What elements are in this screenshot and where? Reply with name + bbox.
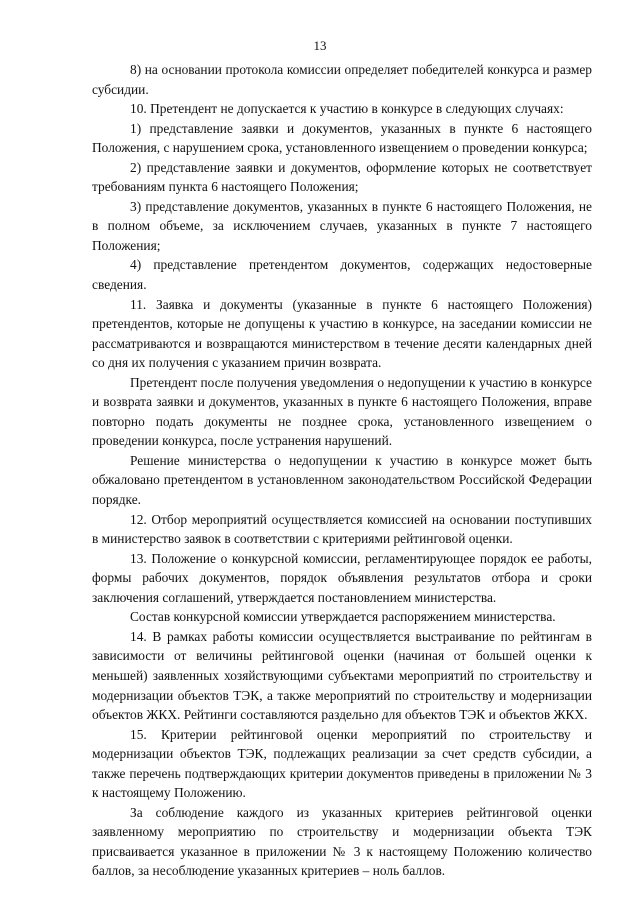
paragraph-item-8: 8) на основании протокола комиссии определяет победителей конкурса и размер субсидии.: [92, 62, 592, 97]
paragraph-appeal: Решение министерства о недопущении к участию в конкурсе может быть обжаловано претендентом в установленном законодательством Российской Федерации порядке.: [92, 452, 592, 508]
paragraph-case-3: 3) представление документов, указанных в пункте 6 настоящего Положения, не в полном объеме, за исключением случаев, указанных в пункте 7 настоящего Положения;: [92, 198, 592, 253]
paragraph-scoring: За соблюдение каждого из указанных критериев рейтинговой оценки заявленному мероприятию по строительству и модернизации объекта ТЭК присваивается указанное в приложении № 3 к настоящему Положению количество баллов, за несоблюдение указанных критериев – ноль баллов.: [92, 804, 592, 879]
page-number: 13: [313, 38, 327, 53]
document-body: [92, 60, 592, 881]
paragraph-commission-composition: Состав конкурсной комиссии утверждается распоряжением министерства.: [130, 609, 556, 625]
paragraph-case-1: 1) представление заявки и документов, указанных в пункте 6 настоящего Положения, с нарушением срока, установленного извещением о проведении конкурса;: [92, 120, 592, 156]
paragraph-clause-15: 15. Критерии рейтинговой оценки мероприятий по строительству и модернизации объектов ТЭК, подлежащих реализации за счет средств субсидии, а также перечень подтверждающих критерии документов приведены в приложении № 3 к настоящему Положению.: [92, 726, 592, 801]
paragraph-case-4: 4) представление претендентом документов, содержащих недостоверные сведения.: [92, 257, 592, 293]
paragraph-clause-13: 13. Положение о конкурсной комиссии, регламентирующее порядок ее работы, формы рабочих документов, порядок объявления результатов отбора и сроки заключения соглашений, утверждается постановлением министерства.: [92, 550, 592, 605]
paragraph-clause-11: 11. Заявка и документы (указанные в пункте 6 настоящего Положения) претендентов, которые не допущены к участию в конкурсе, на заседании комиссии не рассматриваются и возвращаются министерством в течение десяти календарных дней со дня их получения с указанием причин возврата.: [92, 296, 592, 371]
paragraph-resubmission: Претендент после получения уведомления о недопущении к участию в конкурсе и возврата заявки и документов, указанных в пункте 6 настоящего Положения, вправе повторно подать документы не позднее срока, установленного извещением о проведении конкурса, после устранения нарушений.: [92, 374, 592, 449]
paragraph-clause-10: 10. Претендент не допускается к участию в конкурсе в следующих случаях:: [130, 101, 564, 117]
paragraph-clause-12: 12. Отбор мероприятий осуществляется комиссией на основании поступивших в министерство заявок в соответствии с критериями рейтинговой оценки.: [92, 511, 592, 547]
paragraph-case-2: 2) представление заявки и документов, оформление которых не соответствует требованиям пункта 6 настоящего Положения;: [92, 159, 592, 195]
paragraph-clause-14: 14. В рамках работы комиссии осуществляется выстраивание по рейтингам в зависимости от величины рейтинговой оценки (начиная от большей оценки к меньшей) заявленных хозяйствующими субъектами мероприятий по строительству и модернизации объектов ТЭК, а также мероприятий по строительству и модернизации объектов ЖКХ. Рейтинги составляются раздельно для объектов ТЭК и объектов ЖКХ.: [92, 628, 592, 723]
